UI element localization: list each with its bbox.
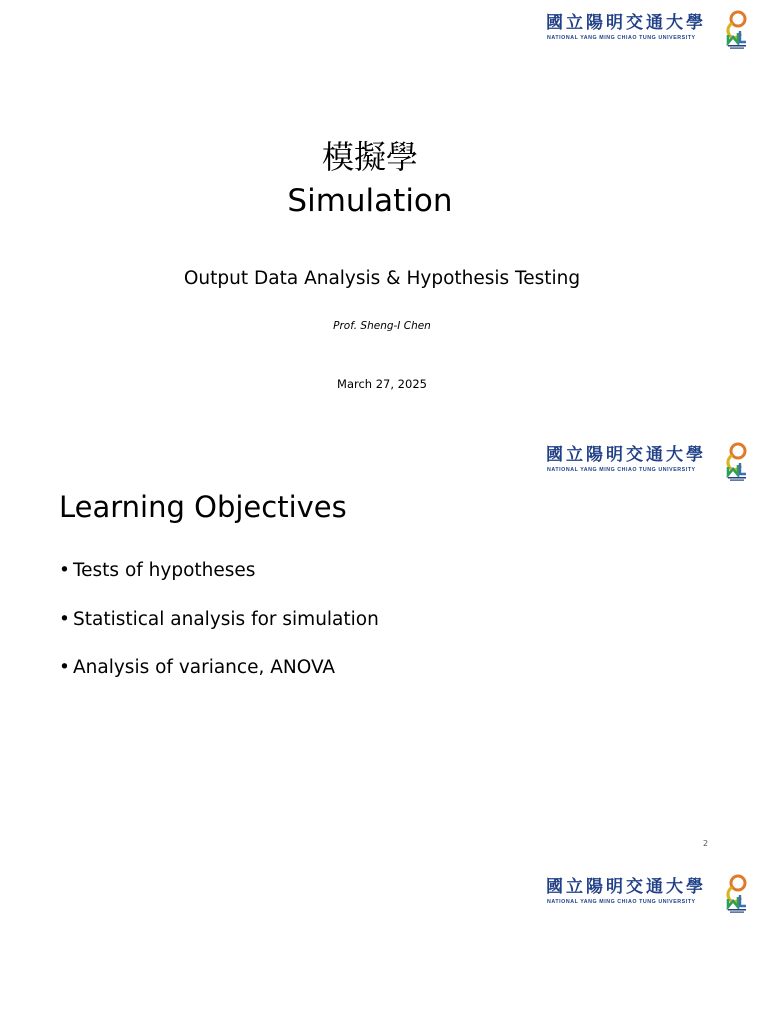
list-item	[59, 558, 379, 607]
title-chinese: 模擬學	[321, 138, 418, 176]
university-name-en: NATIONAL YANG MING CHIAO TUNG UNIVERSITY	[547, 899, 696, 905]
title-english: Simulation	[287, 183, 453, 219]
objectives-list	[59, 558, 379, 704]
university-name-zh: 國立陽明交通大學	[546, 877, 706, 897]
list-item-text: Tests of hypotheses	[73, 560, 256, 581]
university-emblem-icon	[724, 873, 750, 913]
university-name-en: NATIONAL YANG MING CHIAO TUNG UNIVERSITY	[547, 35, 696, 41]
university-logo	[546, 12, 754, 48]
university-emblem-icon	[724, 441, 750, 481]
list-item-text: Analysis of variance, ANOVA	[73, 657, 336, 678]
author: Prof. Sheng-I Chen	[333, 320, 431, 332]
title-slide	[0, 0, 768, 432]
objectives-slide	[0, 432, 768, 864]
list-item	[59, 655, 379, 704]
university-name-en: NATIONAL YANG MING CHIAO TUNG UNIVERSITY	[547, 467, 696, 473]
bullet-icon: •	[59, 657, 70, 678]
list-item-text: Statistical analysis for simulation	[73, 608, 379, 630]
university-name-zh: 國立陽明交通大學	[546, 445, 706, 465]
date: March 27, 2025	[337, 377, 427, 391]
university-emblem-icon	[724, 9, 750, 49]
subtitle: Output Data Analysis & Hypothesis Testing	[183, 268, 581, 289]
next-slide	[0, 864, 768, 1024]
bullet-icon: •	[59, 608, 70, 630]
university-logo	[546, 876, 754, 912]
university-name-zh: 國立陽明交通大學	[546, 13, 706, 33]
page-number: 2	[703, 839, 709, 848]
bullet-icon: •	[59, 560, 70, 581]
slide-heading: Learning Objectives	[59, 490, 347, 524]
university-logo	[546, 444, 754, 480]
list-item	[59, 607, 379, 656]
